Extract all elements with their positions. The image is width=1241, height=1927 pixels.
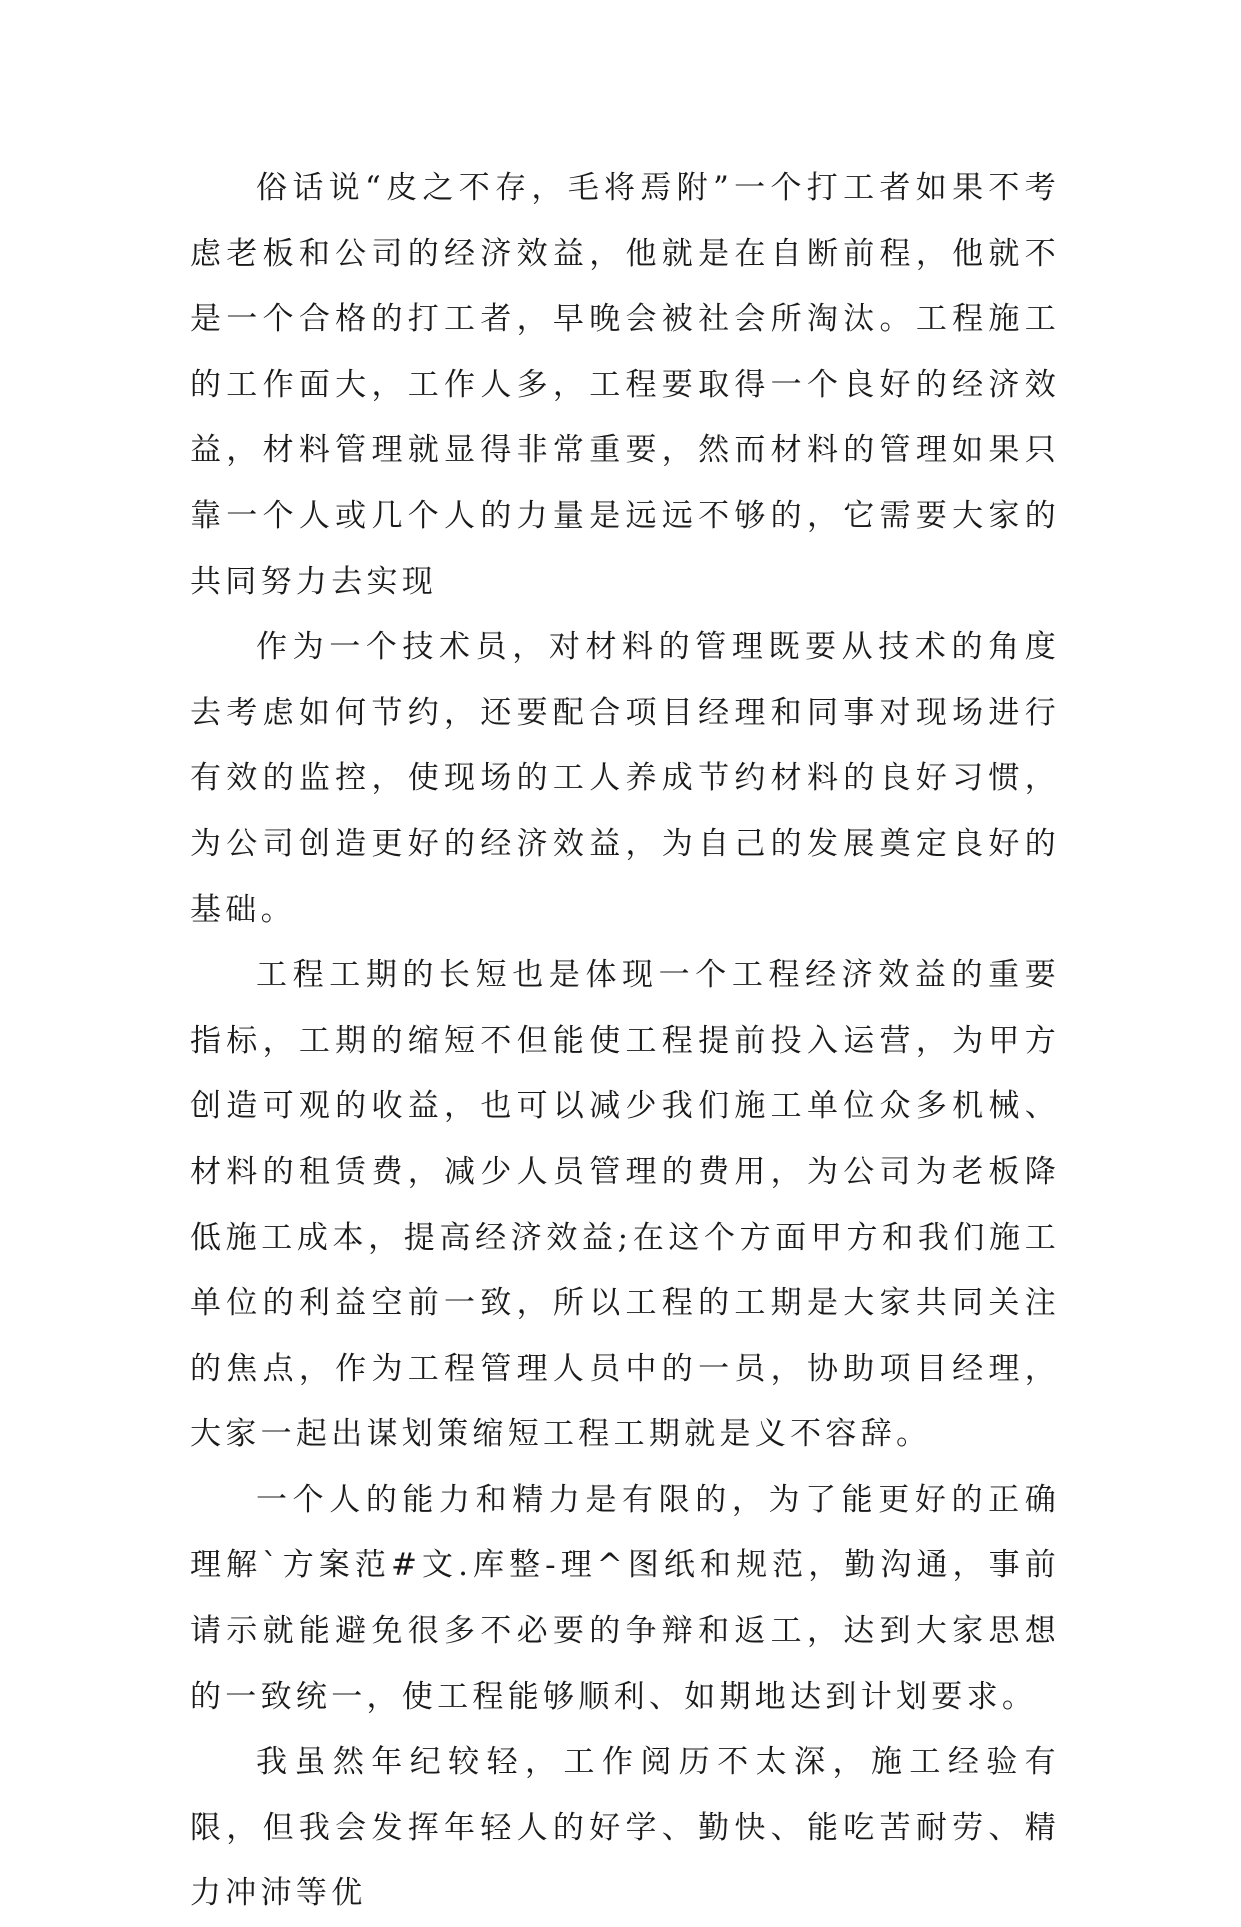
paragraph-1: 俗话说“皮之不存，毛将焉附”一个打工者如果不考虑老板和公司的经济效益，他就是在自断前程，他就不是一个合格的打工者，早晚会被社会所淘汰。工程施工的工作面大，工作人多，工程要取得一个良好的经济效益，材料管理就显得非常重要，然而材料的管理如果只靠一个人或几个人的力量是远远不够的，它需要大家的共同努力去实现 — [190, 170, 1060, 600]
paragraph-4: 一个人的能力和精力是有限的，为了能更好的正确理解`方案范#文.库整-理^图纸和规范，勤沟通，事前请示就能避免很多不必要的争辩和返工，达到大家思想的一致统一，使工程能够顺利、如期地达到计划要求。 — [190, 1481, 1060, 1715]
paragraph-2: 作为一个技术员，对材料的管理既要从技术的角度去考虑如何节约，还要配合项目经理和同事对现场进行有效的监控，使现场的工人养成节约材料的良好习惯，为公司创造更好的经济效益，为自己的发展奠定良好的基础。 — [190, 629, 1060, 928]
paragraph-3: 工程工期的长短也是体现一个工程经济效益的重要指标，工期的缩短不但能使工程提前投入运营，为甲方创造可观的收益，也可以减少我们施工单位众多机械、材料的租赁费，减少人员管理的费用，为公司为老板降低施工成本，提高经济效益;在这个方面甲方和我们施工单位的利益空前一致，所以工程的工期是大家共同关注的焦点，作为工程管理人员中的一员，协助项目经理，大家一起出谋划策缩短工程工期就是义不容辞。 — [190, 957, 1060, 1453]
paragraph-5: 我虽然年纪较轻，工作阅历不太深，施工经验有限，但我会发挥年轻人的好学、勤快、能吃苦耐劳、精力冲沛等优 — [190, 1744, 1060, 1912]
document-body — [190, 156, 1060, 1927]
